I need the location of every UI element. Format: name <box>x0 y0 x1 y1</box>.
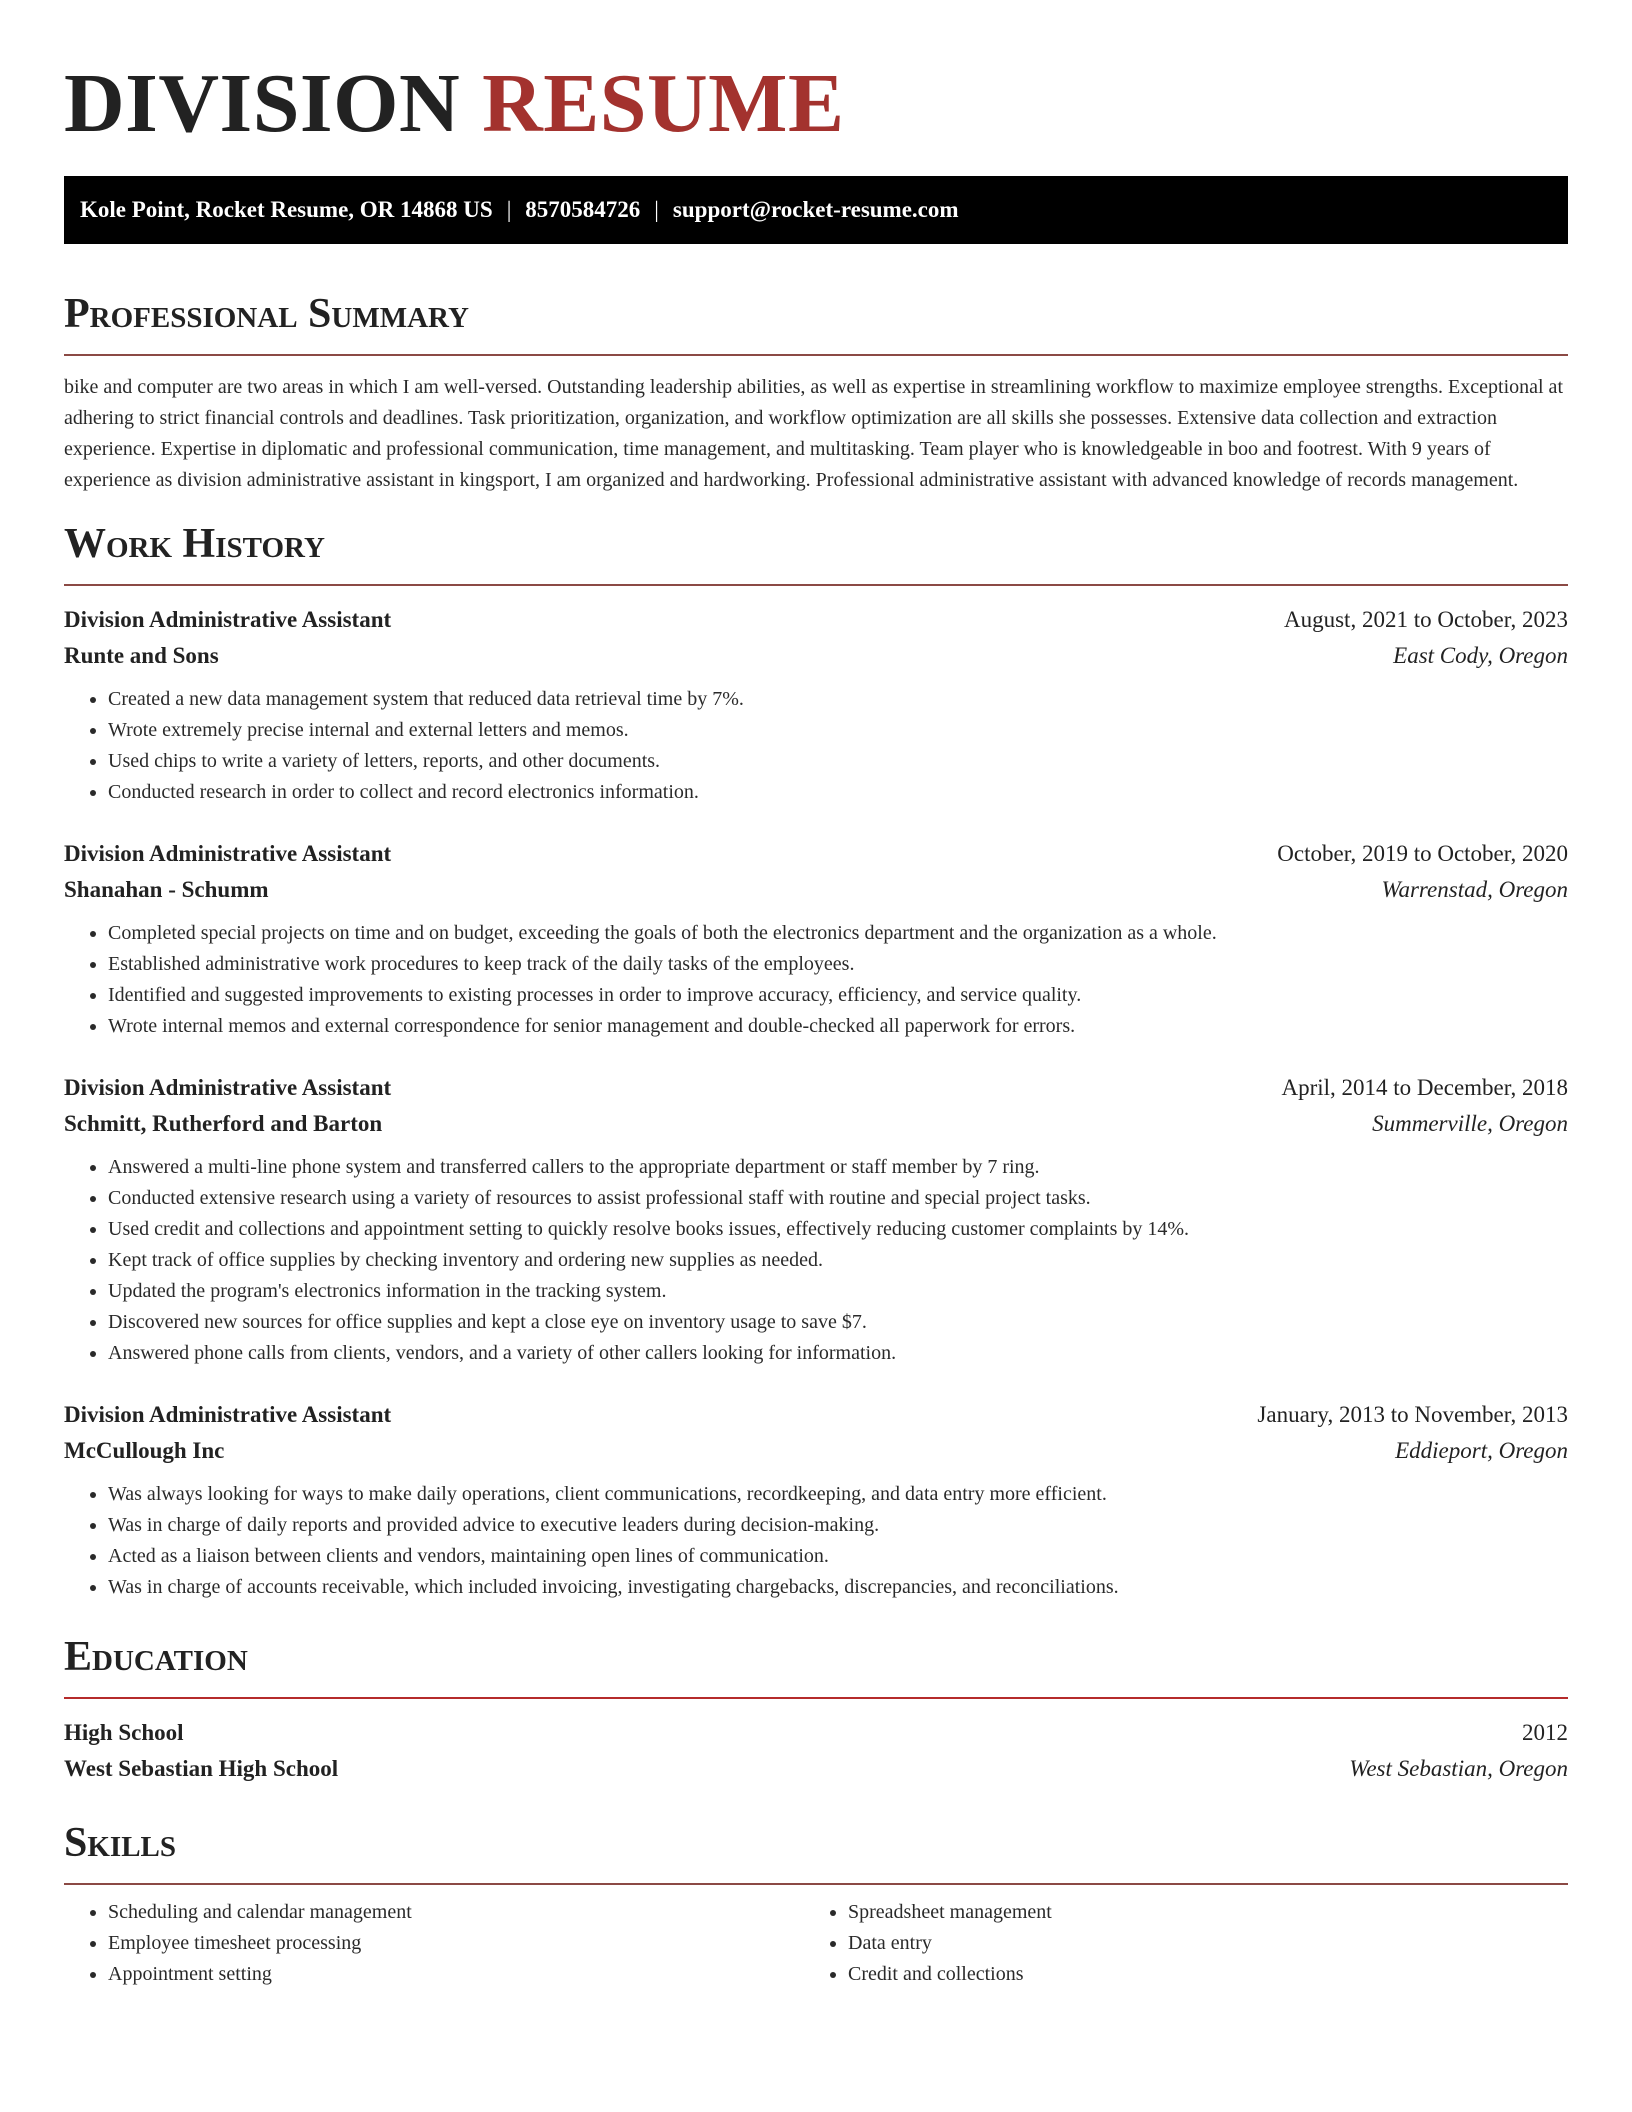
job-company: Runte and Sons <box>64 643 219 668</box>
education-degree: High School <box>64 1720 184 1745</box>
education-school: West Sebastian High School <box>64 1756 339 1781</box>
contact-address: Kole Point, Rocket Resume, OR 14868 US <box>80 197 493 222</box>
list-item: • Was always looking for ways to make daily operations, client communications, recordkeeping, and data entry more efficient. <box>108 1479 1568 1510</box>
skill-item: • Appointment setting <box>108 1959 804 1990</box>
list-item: • Identified and suggested improvements to existing processes in order to improve accuracy, efficiency, and service quality. <box>108 980 1568 1011</box>
list-item: • Answered phone calls from clients, vendors, and a variety of other callers looking for information. <box>108 1338 1568 1369</box>
list-item: • Was in charge of daily reports and provided advice to executive leaders during decision-making. <box>108 1510 1568 1541</box>
list-item: • Established administrative work procedures to keep track of the daily tasks of the employees. <box>108 949 1568 980</box>
job-bullets <box>64 1152 1568 1369</box>
job-bullets <box>64 1479 1568 1603</box>
list-item: • Conducted research in order to collect and record electronics information. <box>108 777 1568 808</box>
list-item: • Used chips to write a variety of letters, reports, and other documents. <box>108 746 1568 777</box>
contact-separator: | <box>654 197 659 222</box>
skills-column-left <box>64 1897 804 1990</box>
job-entry <box>64 1070 1568 1369</box>
title-second-word: RESUME <box>482 57 845 150</box>
contact-email[interactable]: support@rocket-resume.com <box>672 197 959 222</box>
list-item: • Updated the program's electronics information in the tracking system. <box>108 1276 1568 1307</box>
job-dates: August, 2021 to October, 2023 <box>1284 607 1568 632</box>
job-company: Shanahan - Schumm <box>64 877 269 902</box>
list-item: • Wrote internal memos and external correspondence for senior management and double-checked all paperwork for errors. <box>108 1011 1568 1042</box>
job-bullets <box>64 684 1568 808</box>
job-company: McCullough Inc <box>64 1438 225 1463</box>
list-item: • Discovered new sources for office supplies and kept a close eye on inventory usage to save $7. <box>108 1307 1568 1338</box>
title-first-word: DIVISION <box>64 57 461 150</box>
list-item: • Created a new data management system that reduced data retrieval time by 7%. <box>108 684 1568 715</box>
education-year: 2012 <box>1522 1720 1568 1745</box>
job-title: Division Administrative Assistant <box>64 607 392 632</box>
job-title: Division Administrative Assistant <box>64 1402 392 1427</box>
skill-item: • Spreadsheet management <box>848 1897 1544 1928</box>
skill-item: • Credit and collections <box>848 1959 1544 1990</box>
section-heading-work-history: Work History <box>64 521 325 567</box>
list-item: • Acted as a liaison between clients and vendors, maintaining open lines of communication. <box>108 1541 1568 1572</box>
education-section <box>64 1629 1568 1787</box>
skill-item: • Scheduling and calendar management <box>108 1897 804 1928</box>
skills-column-right <box>804 1897 1544 1990</box>
list-item: • Was in charge of accounts receivable, which included invoicing, investigating chargebacks, discrepancies, and reconciliations. <box>108 1572 1568 1603</box>
contact-bar <box>64 176 1568 244</box>
list-item: • Used credit and collections and appointment setting to quickly resolve books issues, effectively reducing customer complaints by 14%. <box>108 1214 1568 1245</box>
skills-section <box>64 1815 1568 1990</box>
job-company: Schmitt, Rutherford and Barton <box>64 1111 383 1136</box>
section-heading-skills: Skills <box>64 1820 177 1866</box>
job-location: Summerville, Oregon <box>1372 1111 1568 1136</box>
summary-section <box>64 286 1568 496</box>
list-item: • Kept track of office supplies by checking inventory and ordering new supplies as needed. <box>108 1245 1568 1276</box>
list-item: • Answered a multi-line phone system and transferred callers to the appropriate department or staff member by 7 ring. <box>108 1152 1568 1183</box>
job-dates: October, 2019 to October, 2020 <box>1277 841 1568 866</box>
list-item: • Wrote extremely precise internal and external letters and memos. <box>108 715 1568 746</box>
education-location: West Sebastian, Oregon <box>1349 1756 1568 1781</box>
job-entry <box>64 602 1568 808</box>
resume-title <box>64 56 1568 152</box>
job-location: Warrenstad, Oregon <box>1381 877 1568 902</box>
job-entry <box>64 1397 1568 1603</box>
job-location: Eddieport, Oregon <box>1395 1438 1568 1463</box>
contact-phone: 8570584726 <box>525 197 641 222</box>
contact-separator: | <box>506 197 512 222</box>
job-title: Division Administrative Assistant <box>64 1075 392 1100</box>
job-bullets <box>64 918 1568 1042</box>
skills-grid <box>64 1897 1568 1990</box>
section-divider <box>64 354 1568 356</box>
section-divider <box>64 1883 1568 1885</box>
job-title: Division Administrative Assistant <box>64 841 392 866</box>
work-history-section <box>64 516 1568 1603</box>
job-dates: April, 2014 to December, 2018 <box>1281 1075 1568 1100</box>
skill-item: • Data entry <box>848 1928 1544 1959</box>
job-location: East Cody, Oregon <box>1393 643 1568 668</box>
section-divider <box>64 584 1568 586</box>
skill-item: • Employee timesheet processing <box>108 1928 804 1959</box>
job-dates: January, 2013 to November, 2013 <box>1257 1402 1568 1427</box>
list-item: • Completed special projects on time and on budget, exceeding the goals of both the electronics department and the organization as a whole. <box>108 918 1568 949</box>
job-entry <box>64 836 1568 1042</box>
section-heading-education: Education <box>64 1634 248 1680</box>
list-item: • Conducted extensive research using a variety of resources to assist professional staff with routine and special project tasks. <box>108 1183 1568 1214</box>
section-divider <box>64 1697 1568 1699</box>
summary-text: bike and computer are two areas in which I am well-versed. Outstanding leadership abilities, as well as expertise in streamlining workflow to maximize employee strengths. Exceptional at adhering to strict financial controls and deadlines. Task prioritization, organization, and workflow optimization are all skills she possesses. Extensive data collection and extraction experience. Expertise in diplomatic and professional communication, time management, and multitasking. Team player who is knowledgeable in boo and footrest. With 9 years of experience as division administrative assistant in kingsport, I am organized and hardworking. Professional administrative assistant with advanced knowledge of records management. <box>64 376 1563 491</box>
section-heading-summary: Professional Summary <box>64 291 469 337</box>
